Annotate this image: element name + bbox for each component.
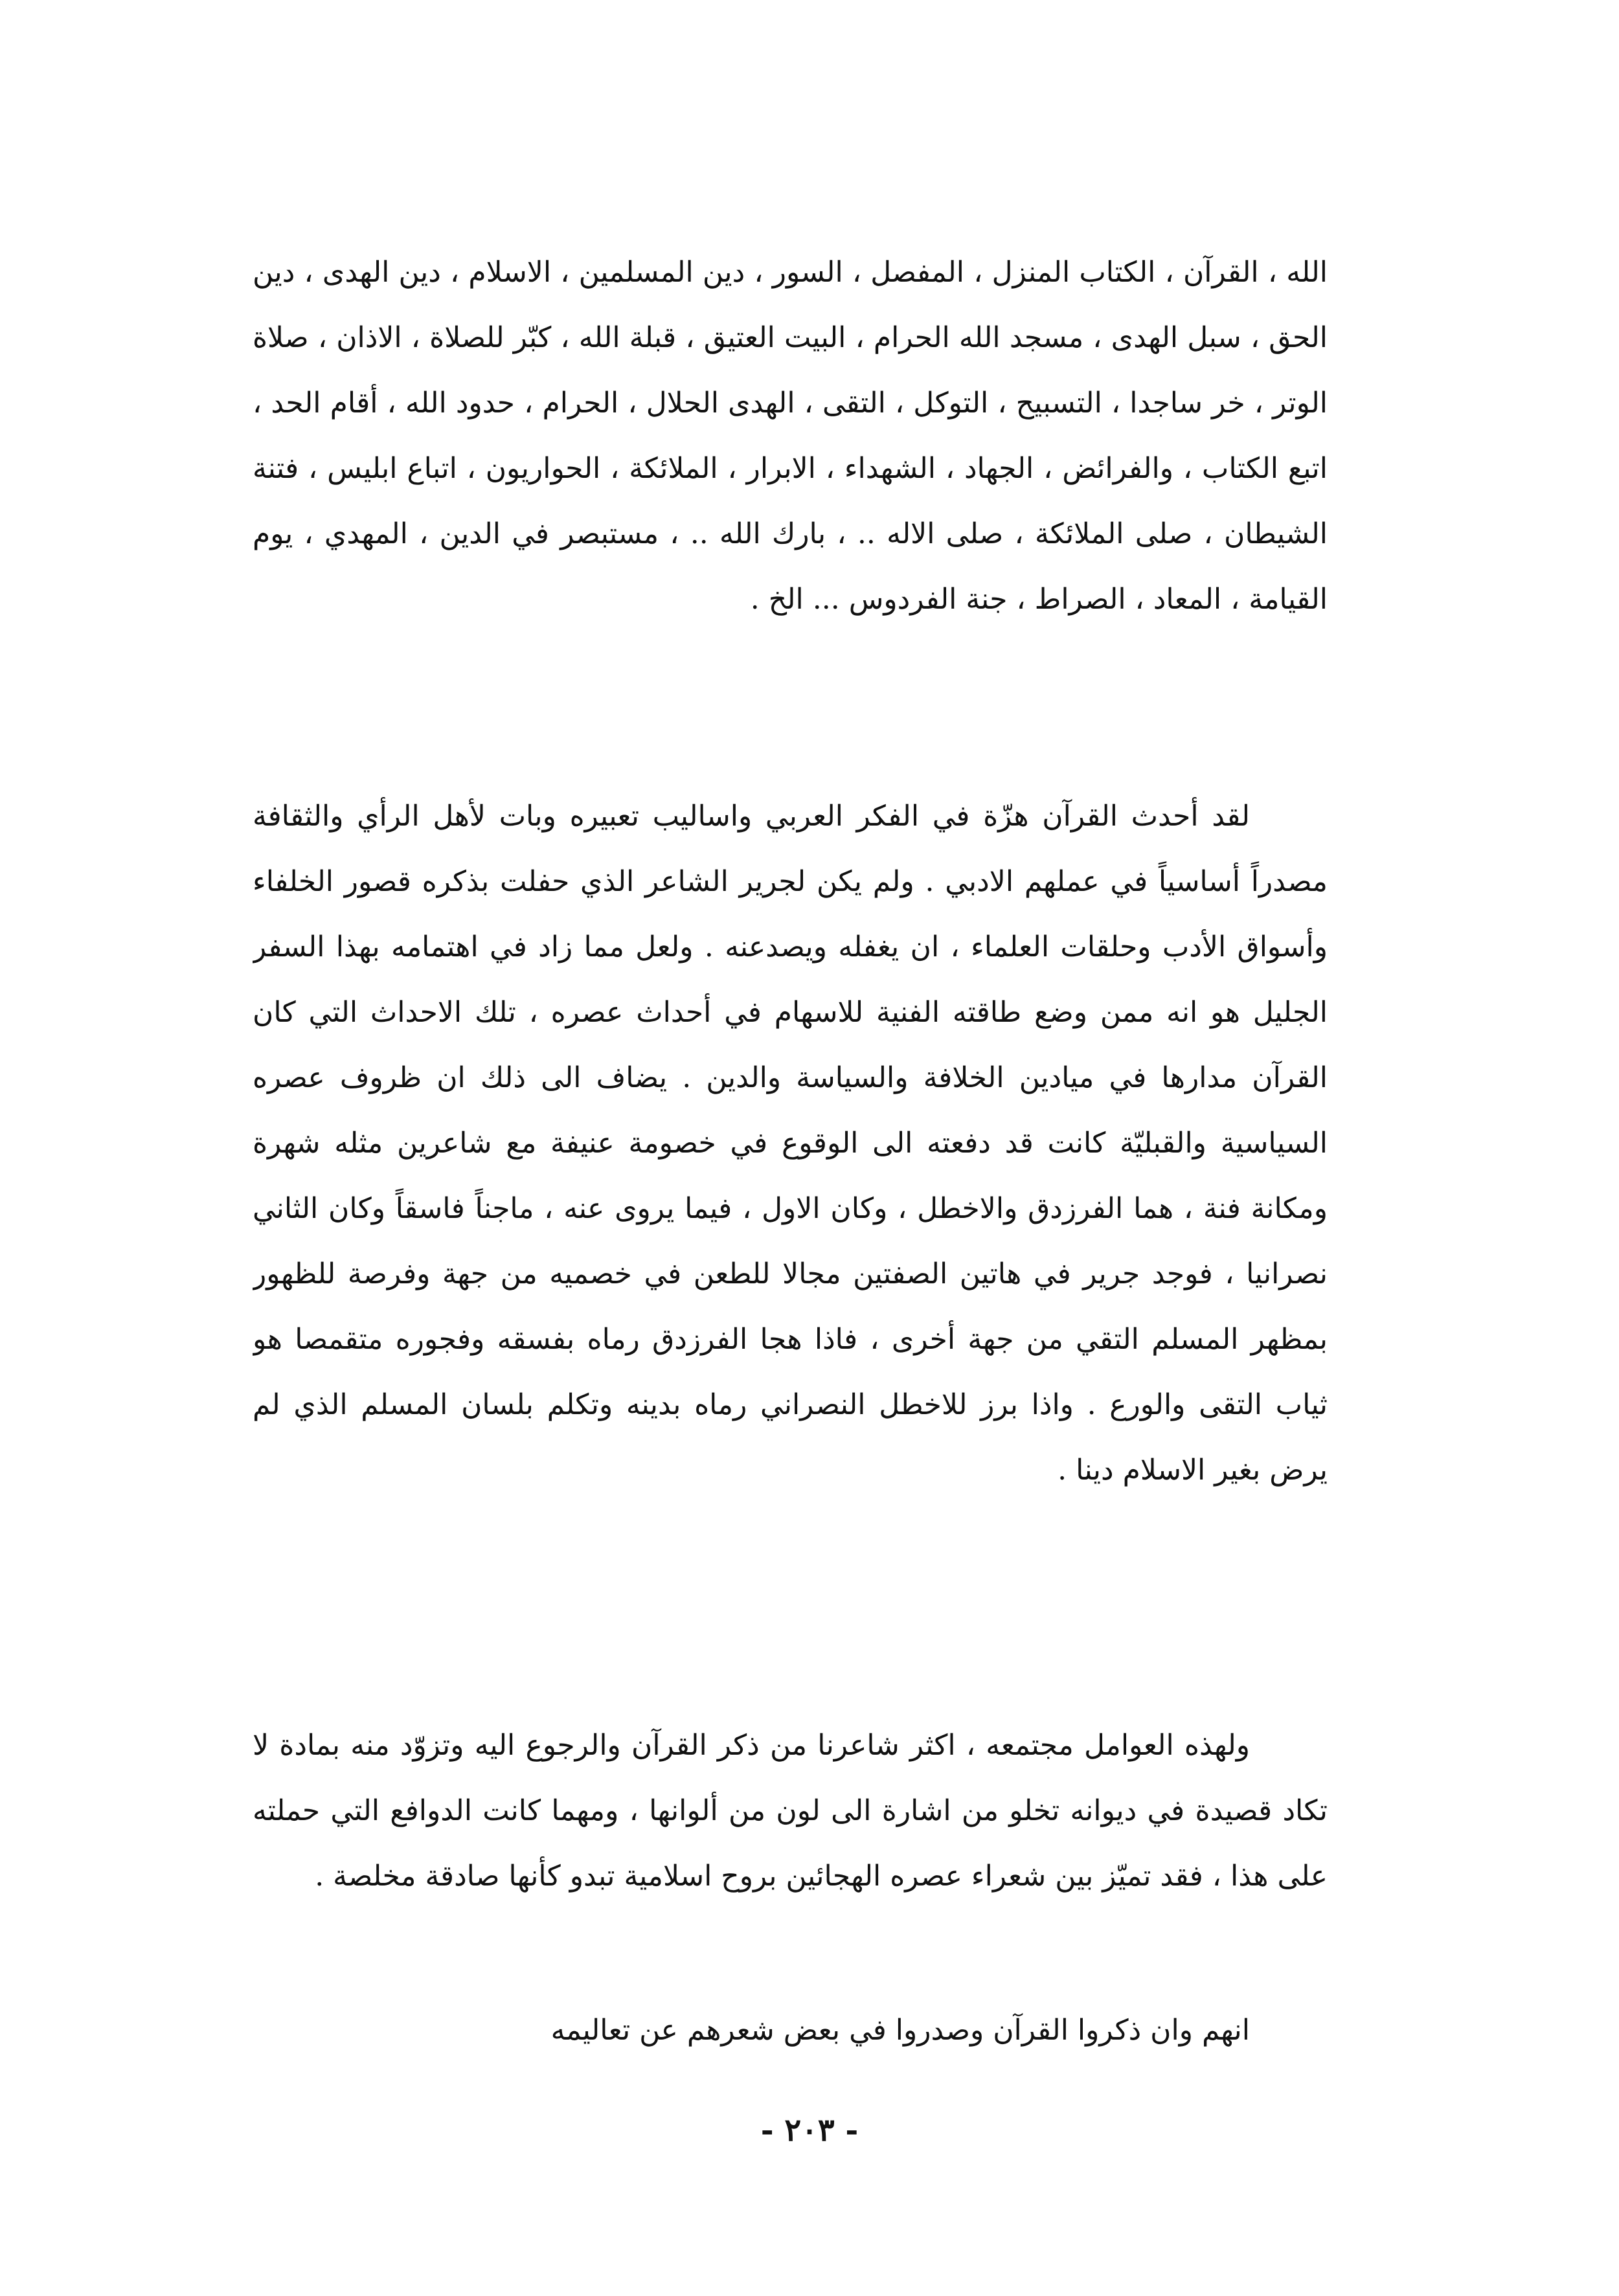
page-number: - ٢٠٣ - [760,2112,859,2148]
closing-paragraph [253,1998,1328,2069]
paragraph-text: ولهذه العوامل مجتمعه ، اكثر شاعرنا من ذكر القرآن والرجوع اليه وتزوّد منه بمادة لا تكاد قصيدة في ديوانه تخلو من اشارة الى لون من ألوانها ، ومهما كانت الدوافع التي حملته على هذا ، فقد تميّز بين شعراء عصره الهجائين بروح اسلامية تبدو كأنها صادقة مخلصة . [253,1729,1328,1893]
paragraph-text: انهم وان ذكروا القرآن وصدروا في بعض شعرهم عن تعاليمه [550,2014,1250,2047]
paragraph-text: لقد أحدث القرآن هزّة في الفكر العربي واساليب تعبيره وبات لأهل الرأي والثقافة مصدراً أساسياً في عملهم الادبي . ولم يكن لجرير الشاعر الذي حفلت بذكره قصور الخلفاء وأسواق الأدب وحلقات العلماء ، ان يغفله ويصدعنه . ولعل مما زاد في اهتمامه بهذا السفر الجليل هو انه ممن وضع طاقته الفنية للاسهام في أحداث عصره ، تلك الاحداث التي كان القرآن مدارها في ميادين الخلافة والسياسة والدين . يضاف الى ذلك ان ظروف عصره السياسية والقبليّة كانت قد دفعته الى الوقوع في خصومة عنيفة مع شاعرين مثله شهرة ومكانة فنة ، هما الفرزدق والاخطل ، وكان الاول ، فيما يروى عنه ، ماجناً فاسقاً وكان الثاني نصرانيا ، فوجد جرير في هاتين الصفتين مجالا للطعن في خصميه من جهة وفرصة للظهور بمظهر المسلم التقي من جهة أخرى ، فاذا هجا الفرزدق رماه بفسقه وفجوره متقمصا هو ثياب التقى والورع . واذا برز للاخطل النصراني رماه بدينه وتكلم بلسان المسلم الذي لم يرض بغير الاسلام دينا . [253,800,1328,1487]
factors-paragraph [253,1713,1328,1991]
quran-impact-paragraph [253,783,1328,1696]
terms-list-paragraph [253,240,1328,790]
paragraph-text: الله ، القرآن ، الكتاب المنزل ، المفصل ، السور ، دين المسلمين ، الاسلام ، دين الهدى ، دين الحق ، سبل الهدى ، مسجد الله الحرام ، البيت العتيق ، قبلة الله ، كبّر للصلاة ، الاذان ، صلاة الوتر ، خر ساجدا ، التسبيح ، التوكل ، التقى ، الهدى الحلال ، الحرام ، حدود الله ، أقام الحد ، اتبع الكتاب ، والفرائض ، الجهاد ، الشهداء ، الابرار ، الملائكة ، الحواريون ، اتباع ابليس ، فتنة الشيطان ، صلى الملائكة ، صلى الاله .. ، بارك الله .. ، مستبصر في الدين ، المهدي ، يوم القيامة ، المعاد ، الصراط ، جنة الفردوس ... الخ . [253,256,1328,616]
